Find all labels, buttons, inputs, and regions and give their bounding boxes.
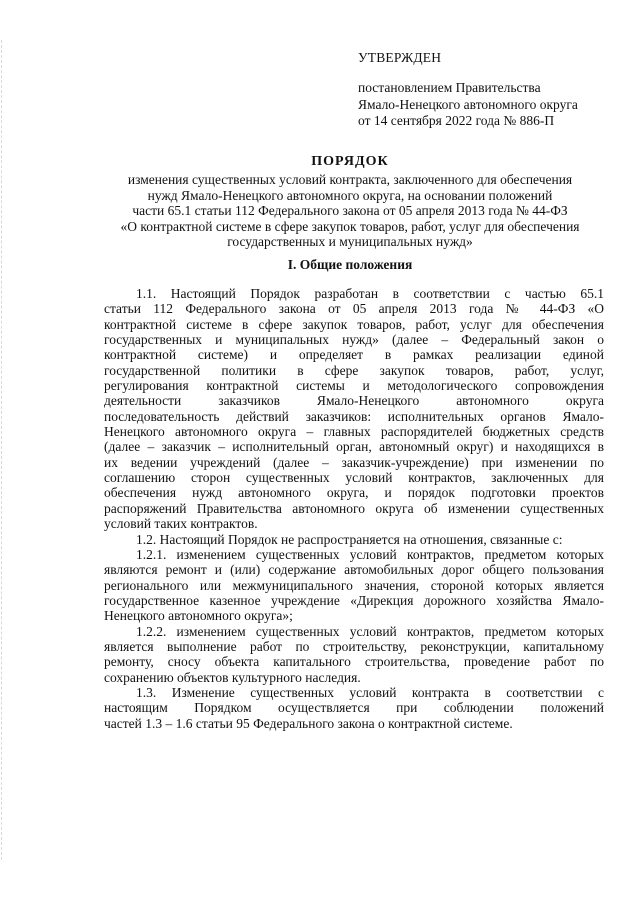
text-line: являются ремонт и (или) содержание автомобильных дорог общего пользования — [104, 562, 604, 578]
text-line: распоряжений Правительства автономного округа об изменении существенных — [104, 500, 604, 516]
approval-block — [358, 50, 628, 130]
text-line: ремонту, сносу объекта капитального строительства, проведение работ по — [104, 654, 604, 670]
document-subtitle-line: государственных и муниципальных нужд» — [227, 234, 473, 249]
text-line: 1.3. Изменение существенных условий контракта в соответствии с — [136, 684, 604, 700]
body-text — [104, 286, 604, 731]
text-line: сохранению объектов культурного наследия. — [104, 669, 361, 685]
text-line: 1.2. Настоящий Порядок не распространяется на отношения, связанные с: — [136, 531, 563, 547]
text-line: Ненецкого автономного округа – главных распорядителей бюджетных средств — [104, 424, 604, 440]
document-subtitle-line: нужд Ямало-Ненецкого автономного округа, на основании положений — [147, 187, 553, 203]
text-line: частей 1.3 – 1.6 статьи 95 Федерального закона о контрактной системе. — [104, 715, 513, 731]
document-subtitle-line: «О контрактной системе в сфере закупок товаров, работ, услуг для обеспечения — [120, 218, 580, 234]
document-title-block — [60, 154, 640, 250]
paragraph-1-2-2 — [104, 624, 604, 685]
paragraph-1-2 — [104, 532, 604, 547]
text-line: является выполнение работ по строительству, реконструкции, капитальному — [104, 638, 604, 654]
text-line: деятельности заказчиков Ямало-Ненецкого автономного округа — [104, 393, 604, 409]
text-line: государственных и муниципальных нужд» (далее – Федеральный закон о — [104, 332, 604, 348]
text-line: государственной политики в сфере закупок товаров, работ, услуг, — [104, 362, 604, 378]
text-line: условий таких контрактов. — [104, 516, 258, 532]
section-title: I. Общие положения — [287, 257, 413, 272]
text-line: 1.2.2. изменением существенных условий контрактов, предметом которых — [136, 623, 604, 639]
approval-line: постановлением Правительства — [358, 80, 541, 95]
text-line: соглашению сторон существенных условий контрактов, заключенных для — [104, 470, 604, 486]
document-heading: ПОРЯДОК — [311, 154, 389, 169]
text-line: регионального или межмуниципального значения, стороной которых является — [104, 577, 604, 593]
paragraph-1-1 — [104, 286, 604, 532]
text-line: контрактной системе) и определяет в рамках реализации единой — [104, 347, 604, 363]
text-line: контрактной системе в сфере закупок товаров, работ, услуг для обеспечения — [104, 316, 604, 332]
text-line: (далее – заказчик – исполнительный орган, автономный округ) и находящихся в — [104, 439, 604, 455]
approval-title: УТВЕРЖДЕН — [358, 50, 442, 65]
text-line: обеспечения нужд автономного округа, и порядок подготовки проектов — [104, 485, 604, 501]
document-subtitle-line: изменения существенных условий контракта, заключенного для обеспечения — [127, 172, 573, 187]
paragraph-1-3 — [104, 685, 604, 731]
document-subtitle-line: части 65.1 статьи 112 Федерального закона от 05 апреля 2013 года № 44-ФЗ — [132, 203, 568, 218]
text-line: регулирования контрактной системы и методологического сопровождения — [104, 378, 604, 394]
text-line: статьи 112 Федерального закона от 05 апреля 2013 года № 44-ФЗ «О — [104, 301, 604, 317]
approval-line: от 14 сентября 2022 года № 886-П — [358, 113, 555, 128]
text-line: их ведении учреждений (далее – заказчик-учреждение) при изменении по — [104, 454, 604, 470]
text-line: настоящим Порядком осуществляется при соблюдении положений — [104, 700, 604, 716]
text-line: 1.1. Настоящий Порядок разработан в соответствии с частью 65.1 — [136, 286, 604, 301]
paragraph-1-2-1 — [104, 547, 604, 624]
text-line: Ненецкого автономного округа»; — [104, 608, 293, 624]
text-line: последовательность действий заказчиков: исполнительных органов Ямало- — [104, 408, 604, 424]
text-line: 1.2.1. изменением существенных условий контрактов, предметом которых — [136, 546, 604, 562]
text-line: государственное казенное учреждение «Дирекция дорожного хозяйства Ямало- — [104, 592, 604, 608]
approval-line: Ямало-Ненецкого автономного округа — [358, 96, 578, 112]
binding-edge-mark — [1, 40, 3, 860]
